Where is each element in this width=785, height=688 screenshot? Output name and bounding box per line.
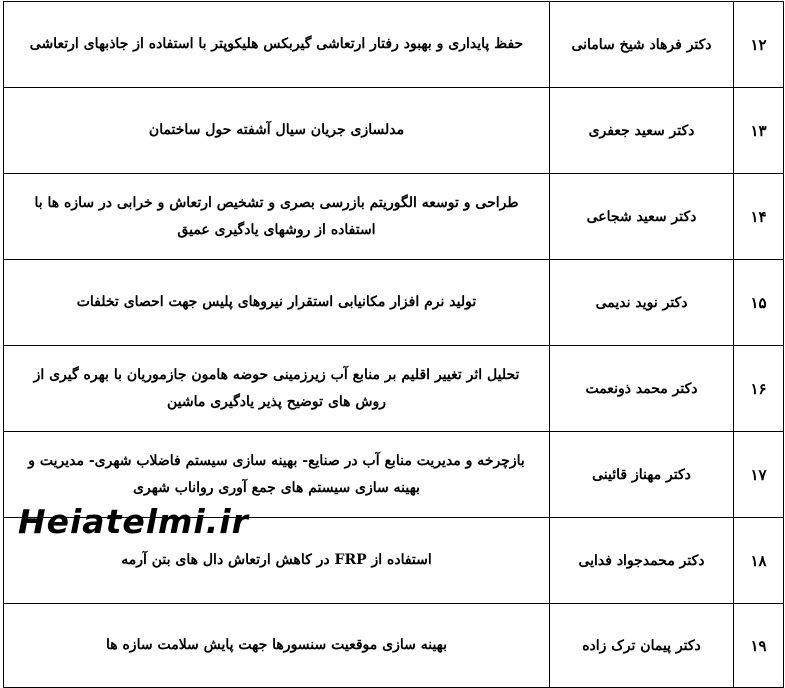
project-title: بازچرخه و مدیریت منابع آب در صنایع- بهینه سازی سیستم فاضلاب شهری- مدیریت و بهینه سازی سیستم های جمع آوری رواناب شهری xyxy=(28,452,525,496)
project-title: تولید نرم افزار مکانیابی استقرار نیروهای پلیس جهت احصای تخلفات xyxy=(76,294,477,310)
table-row xyxy=(4,260,784,346)
supervisor-name: دکتر محمد ذونعمت xyxy=(550,346,734,432)
table-row xyxy=(4,604,784,688)
project-title-cell xyxy=(4,88,550,174)
table-row xyxy=(4,174,784,260)
supervisor-name: دکتر سعید شجاعی xyxy=(550,174,734,260)
project-title-cell xyxy=(4,174,550,260)
project-title: بهینه سازی موقعیت سنسورها جهت پایش سلامت سازه ها xyxy=(105,637,448,653)
project-title: استفاده از FRP در کاهش ارتعاش دال های بتن آرمه xyxy=(121,552,432,568)
supervisor-name: دکتر محمدجواد فدایی xyxy=(550,518,734,604)
project-title: حفظ پایداری و بهبود رفتار ارتعاشی گیربکس هلیکوپتر با استفاده از جاذبهای ارتعاشی xyxy=(29,36,524,52)
row-number: ۱۷ xyxy=(734,432,784,518)
row-number: ۱۹ xyxy=(734,604,784,688)
table-row xyxy=(4,2,784,88)
watermark-text: Heiatelmi.ir xyxy=(18,502,249,541)
supervisor-name: دکتر پیمان ترک زاده xyxy=(550,604,734,688)
supervisor-name: دکتر فرهاد شیخ سامانی xyxy=(550,2,734,88)
row-number: ۱۴ xyxy=(734,174,784,260)
project-title-cell xyxy=(4,260,550,346)
supervisor-name: دکتر مهناز قائینی xyxy=(550,432,734,518)
row-number: ۱۲ xyxy=(734,2,784,88)
project-title: مدلسازی جریان سیال آشفته حول ساختمان xyxy=(148,122,405,138)
row-number: ۱۵ xyxy=(734,260,784,346)
project-title-cell xyxy=(4,604,550,688)
project-title: طراحی و توسعه الگوریتم بازرسی بصری و تشخیص ارتعاش و خرابی در سازه ها با استفاده از روشهای یادگیری عمیق xyxy=(34,194,519,238)
table-row xyxy=(4,346,784,432)
supervisor-name: دکتر نوید ندیمی xyxy=(550,260,734,346)
projects-table xyxy=(3,1,784,688)
project-title: تحلیل اثر تغییر اقلیم بر منابع آب زیرزمینی حوضه هامون جازموریان با بهره گیری از روش های توضیح پذیر یادگیری ماشین xyxy=(33,366,520,410)
table-row xyxy=(4,88,784,174)
row-number: ۱۶ xyxy=(734,346,784,432)
project-title-cell xyxy=(4,346,550,432)
row-number: ۱۳ xyxy=(734,88,784,174)
project-title-cell xyxy=(4,2,550,88)
supervisor-name: دکتر سعید جعفری xyxy=(550,88,734,174)
row-number: ۱۸ xyxy=(734,518,784,604)
